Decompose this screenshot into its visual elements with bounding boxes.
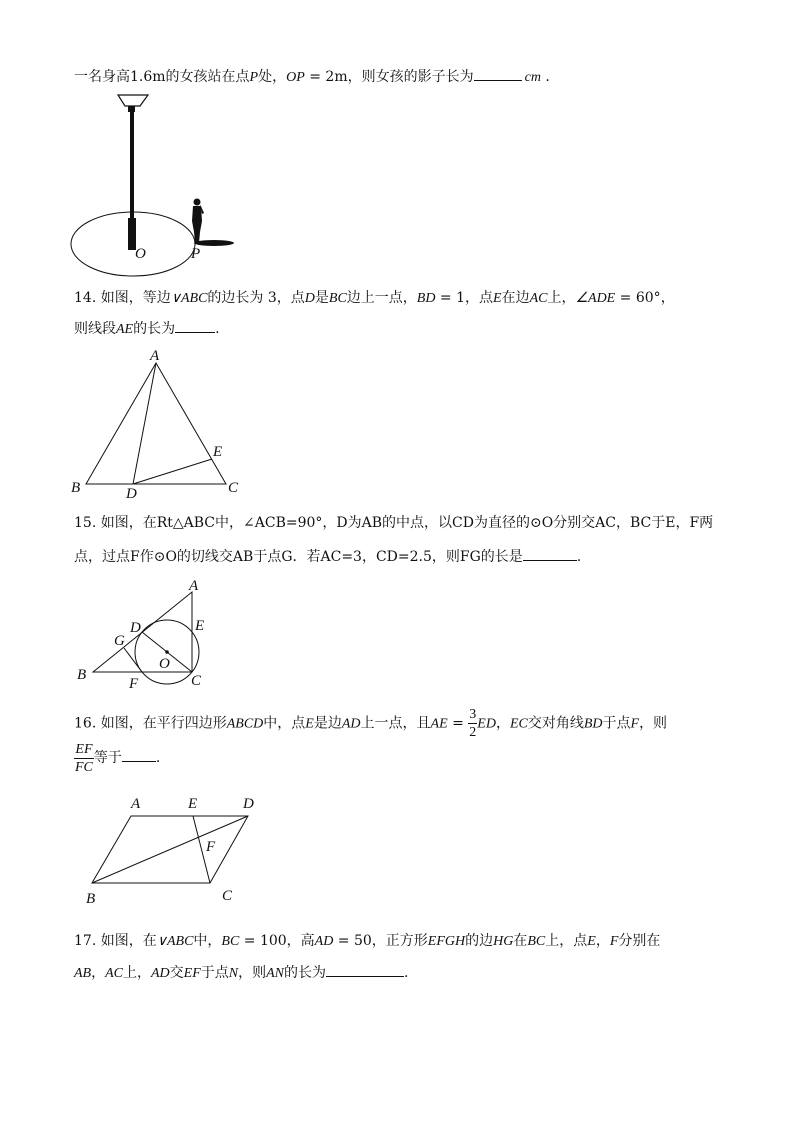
q17-t9: 分别在 — [618, 933, 661, 949]
q14-triangle: ∨ABC — [170, 291, 208, 306]
q14-ae: AE — [116, 322, 134, 337]
q13-unit: cm — [524, 70, 541, 85]
q17-t8: ， — [595, 933, 610, 949]
q17-l2-ad: AD — [151, 966, 170, 981]
q16-ad: AD — [341, 716, 361, 732]
q15-end: . — [576, 549, 582, 565]
q16-ed: ED — [477, 716, 496, 732]
q16-t6: 交对角线 — [527, 715, 584, 732]
q17-t2: 中， — [193, 933, 222, 949]
q16-ratio-den: FC — [75, 759, 93, 775]
q16-label-f: F — [206, 839, 216, 855]
q16-frac-num: 3 — [469, 707, 477, 722]
q16-frac-den: 2 — [469, 725, 477, 740]
q14-t1: 的边长为 3，点 — [207, 290, 305, 306]
q16-bd: BD — [583, 716, 603, 732]
q17-l2-t1: ， — [91, 965, 106, 981]
q14-t7: ， — [660, 290, 675, 306]
q13-eq: = — [304, 69, 326, 85]
q14-t6: 上， — [547, 290, 576, 306]
q16-end: . — [155, 750, 161, 766]
q14-label-c: C — [228, 480, 239, 496]
q17-ef: EF — [183, 966, 201, 981]
q17-line1 — [74, 931, 660, 952]
q16-diagonal-bd — [92, 816, 248, 883]
q15-label-e: E — [195, 618, 205, 634]
q17-bc: BC — [221, 934, 240, 949]
q17-eq1: = 100 — [239, 933, 287, 949]
q16-t7: 于点 — [602, 715, 631, 732]
q15-label-a: A — [189, 578, 199, 594]
q14-eq2: = 60° — [615, 290, 661, 306]
q13-point-p: P — [249, 70, 259, 85]
q17-ac: AC — [105, 966, 123, 981]
q16-label-e: E — [188, 796, 198, 812]
q13-op: OP — [286, 70, 305, 85]
q17-t4: ，正方形 — [371, 933, 428, 949]
q13-text-b: 的女孩站在点 — [165, 69, 250, 85]
q15-label-d: D — [130, 620, 141, 636]
q13-text-c: 处， — [258, 69, 287, 85]
q16-label-b: B — [86, 891, 96, 907]
q14-t5: 在边 — [501, 290, 530, 306]
q14-label-b: B — [71, 480, 81, 496]
q17-f: F — [609, 934, 619, 949]
q15-label-f: F — [129, 676, 139, 692]
q17-t3: ，高 — [286, 933, 315, 949]
q13-op-value: 2m — [325, 69, 348, 85]
q14-t3: 边上一点， — [346, 290, 417, 306]
q13-height: 1.6m — [130, 69, 166, 85]
q13-text-a: 一名身高 — [74, 69, 130, 85]
q17-triangle: ∨ABC — [156, 934, 194, 949]
q14-number: 14. 如图，等边 — [74, 290, 171, 306]
q13-text-d: ，则女孩的影子长为 — [347, 69, 474, 85]
q16-l2-t1: 等于 — [93, 750, 122, 766]
q17-bc2: BC — [527, 934, 546, 949]
q14-t2: 是 — [314, 290, 329, 306]
q17-l2-t4: 于点 — [200, 965, 229, 981]
q17-l2-t3: 交 — [169, 965, 184, 981]
q17-end: . — [404, 965, 409, 981]
q17-l2-t6: 的长为 — [284, 965, 327, 981]
q17-line2 — [74, 962, 408, 984]
q16-f: F — [630, 716, 640, 732]
q16-t8: ，则 — [639, 715, 668, 732]
q17-l2-t5: ，则 — [238, 965, 267, 981]
q14-ac: AC — [529, 291, 548, 306]
q14-label-d: D — [126, 486, 137, 502]
q14-bd: BD — [416, 291, 436, 306]
q17-hg: HG — [493, 934, 514, 949]
q15-line1: 15. 如图，在Rt△ABC中，∠ACB=90°，D为AB的中点，以CD为直径的⊙O分别交AC，BC于E，F两 — [74, 515, 714, 531]
q16-ratio-num: EF — [75, 741, 93, 757]
q16-eq: = — [447, 715, 469, 732]
q17-n: N — [228, 966, 239, 981]
q14-e: E — [493, 291, 502, 306]
q16-t2: 中，点 — [263, 715, 306, 732]
q17-answer-blank[interactable] — [326, 962, 404, 977]
q16-label-a: A — [131, 796, 141, 812]
q16-ae: AE — [430, 716, 448, 732]
q16-ec: EC — [509, 716, 528, 732]
q17-e: E — [587, 934, 596, 949]
q15-label-c: C — [191, 673, 202, 689]
q16-e: E — [305, 716, 314, 732]
q15-label-b: B — [77, 667, 87, 683]
q14-end: . — [215, 321, 220, 337]
q17-t7: 上，点 — [545, 933, 588, 949]
q14-eq1: = 1 — [435, 290, 466, 306]
q17-t1: 17. 如图，在 — [74, 933, 157, 949]
q14-angle: ∠ADE — [575, 291, 616, 306]
q17-eq2: = 50 — [333, 933, 372, 949]
q13-end: . — [540, 69, 550, 85]
q16-abcd: ABCD — [226, 716, 264, 732]
q14-d: D — [304, 291, 315, 306]
q16-t5: ， — [495, 715, 510, 732]
q17-t6: 在 — [513, 933, 528, 949]
q14-l2-t2: 的长为 — [133, 321, 176, 337]
q17-an: AN — [266, 966, 285, 981]
q17-efgh: EFGH — [427, 934, 466, 949]
q17-l2-t2: 上， — [123, 965, 151, 981]
q16-t1: 16. 如图，在平行四边形 — [74, 715, 227, 732]
q15-label-o: O — [159, 656, 170, 672]
q16-t3: 是边 — [313, 715, 342, 732]
q13-label-p: P — [191, 246, 201, 262]
q16-t4: 上一点，且 — [360, 715, 431, 732]
q15-label-g: G — [114, 633, 125, 649]
q16-label-c: C — [222, 888, 233, 904]
q14-label-e: E — [213, 444, 223, 460]
q15-line2: 点，过点F作⊙O的切线交AB于点G．若AC=3，CD=2.5，则FG的长是 — [74, 549, 523, 565]
q14-t4: ，点 — [465, 290, 494, 306]
q16-label-d: D — [243, 796, 254, 812]
q17-ad: AD — [314, 934, 334, 949]
q17-ab: AB — [74, 966, 92, 981]
q13-label-o: O — [135, 246, 146, 262]
q14-label-a: A — [150, 348, 160, 364]
q14-l2-t1: 则线段 — [74, 321, 116, 337]
q14-bc: BC — [328, 291, 347, 306]
q17-t5: 的边 — [465, 933, 494, 949]
